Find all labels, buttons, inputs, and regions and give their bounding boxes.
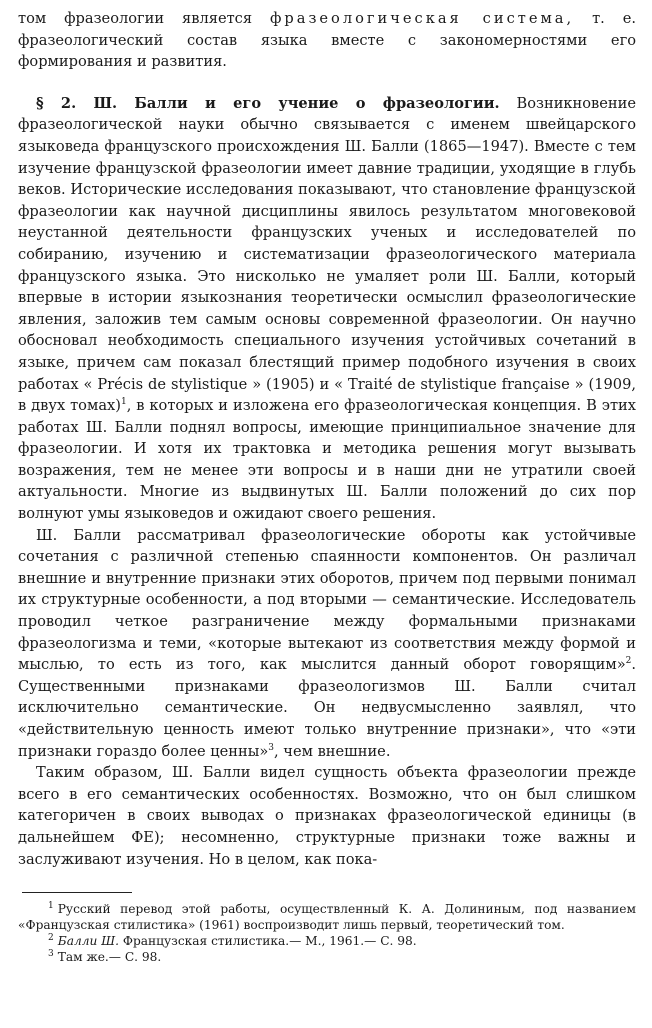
footnote-number: 1 [48, 901, 54, 912]
footnote-text: Там же.— С. 98. [57, 950, 162, 965]
footnote-author: Балли Ш. [57, 934, 119, 949]
section-paragraph-2 [18, 525, 636, 763]
paragraph-2-text-end: , чем внешние. [274, 742, 391, 760]
section-paragraph-1 [18, 93, 636, 525]
footnote-number: 2 [48, 933, 54, 944]
top-paragraph [18, 8, 636, 73]
spaced-term: фразеологическая система, [269, 10, 575, 27]
footnote-2 [18, 933, 636, 949]
top-paragraph-text: том фразеологии является [18, 10, 270, 27]
footnote-ref-1: 1 [120, 397, 127, 408]
footnote-ref-3: 3 [268, 742, 275, 753]
section-gap [18, 73, 636, 93]
paragraph-1-text: Возникновение фразеологической науки обычно связывается с именем швейцарского языковеда французского происхождения Ш. Балли (1865—1947). Вместе с тем изучение французской фразеологии имеет давние традиции, уходящие в глубь веков. Исторические исследования показывают, что становление французской фразеологии как научной дисциплины явилось результатом многовековой неустанной деятельности французских ученых и исследователей по собиранию, изучению и систематизации фразеологического материала французского языка. Это нисколько не умаляет роли Ш. Балли, который впервые в истории языкознания теоретически осмыслил фразеологические явления, заложив тем самым основы современной фразеологии. Он научно обосновал необходимость специального изучения устойчивых сочетаний в языке, причем сам показал блестящий пример подобного изучения в своих работах « Précis de stylistique » (1905) и « Traité de stylistique française » (1909, в двух томах) [18, 94, 636, 415]
footnote-text: Французская стилистика.— М., 1961.— С. 98. [118, 934, 417, 949]
footnote-3 [18, 949, 636, 965]
top-paragraph-text-end: т. е. фразеологический состав языка вместе с закономерностями его формирования и развития. [18, 10, 636, 71]
paragraph-2-text: Ш. Балли рассматривал фразеологические обороты как устойчивые сочетания с различной степенью спаянности компонентов. Он различал внешние и внутренние признаки этих оборотов, причем под первыми понимал их структурные особенности, а под вторыми — семантические. Исследователь проводил четкое разграничение между формальными признаками фразеологизма и теми, «которые вытекают из соответствия между формой и мыслью, то есть из того, как мыслится данный оборот говорящим» [18, 526, 636, 674]
paragraph-1-text-end: , в которых и изложена его фразеологическая концепция. В этих работах Ш. Балли поднял вопросы, имеющие принципиальное значение для фразеологии. И хотя их трактовка и методика решения могут вызывать возражения, тем не менее эти вопросы и в наши дни не утратили своей актуальности. Многие из выдвинутых Ш. Балли положений до сих пор волнуют умы языковедов и ожидают своего решения. [18, 397, 636, 523]
paragraph-2-text-mid: . Существенными признаками фразеологизмов Ш. Балли считал исключительно семантические. Он недвусмысленно заявлял, что «действительную ценность имеют только внутренние признаки», что «эти признаки гораздо более ценны» [18, 656, 636, 760]
footnote-1 [18, 901, 636, 933]
footnote-number: 3 [48, 949, 54, 960]
footnote-text: Русский перевод этой работы, осуществленный К. А. Долининым, под названием «Французская стилистика» (1961) воспроизводит лишь первый, теоретический том. [18, 902, 636, 933]
section-heading: § 2. Ш. Балли и его учение о фразеологии. [36, 94, 500, 112]
footnote-divider [22, 892, 132, 893]
section-paragraph-3: Таким образом, Ш. Балли видел сущность объекта фразеологии прежде всего в его семантических особенностях. Возможно, что он был слишком категоричен в своих выводах о признаках фразеологической единицы (в дальнейшем ФЕ); несомненно, структурные признаки тоже важны и заслуживают изучения. Но в целом, как пока- [18, 764, 636, 868]
footnote-ref-2: 2 [625, 656, 632, 667]
